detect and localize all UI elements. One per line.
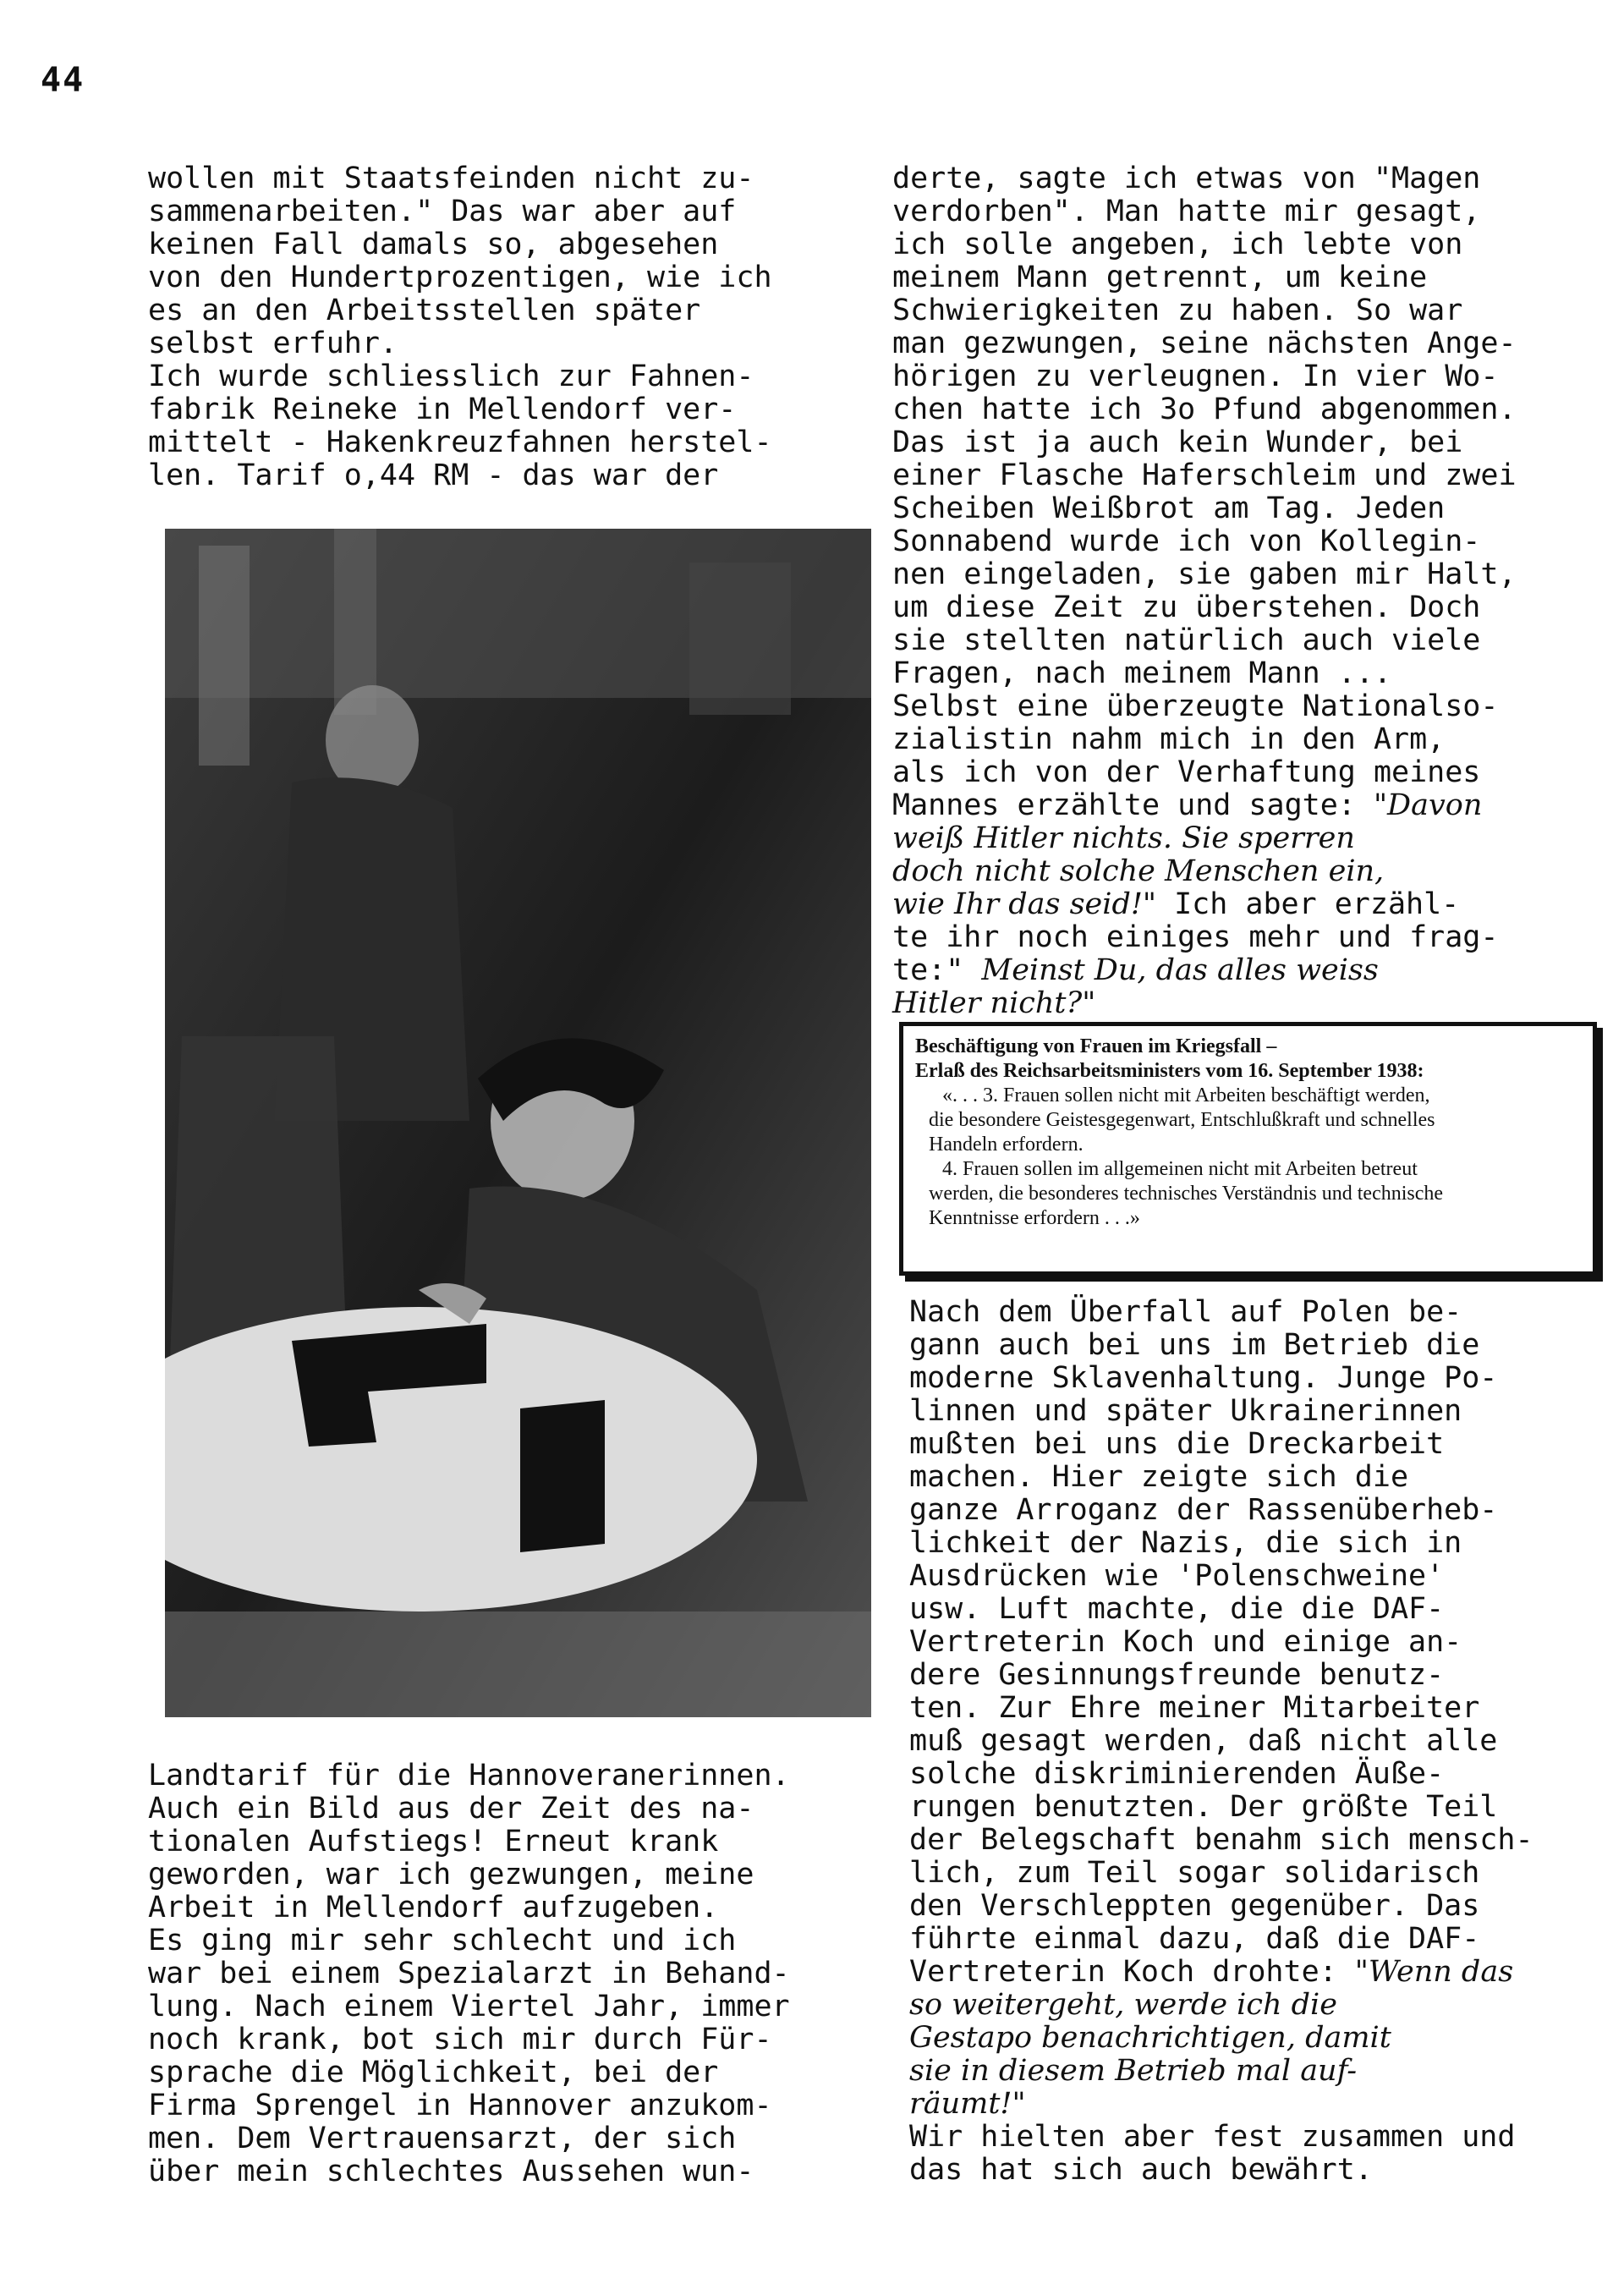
text-span: Mannes erzählte und sagte: [892, 788, 1374, 822]
text-line: muß gesagt werden, daß nicht alle [909, 1724, 1498, 1758]
quote-line [892, 888, 1594, 921]
text-line: um diese Zeit zu überstehen. Doch [892, 590, 1481, 624]
text-line: lung. Nach einem Viertel Jahr, immer [148, 1990, 790, 2023]
text-span: Ich aber erzähl- [1156, 887, 1460, 921]
quote-line [892, 954, 1594, 987]
quote-line: sie in diesem Betrieb mal auf- [909, 2054, 1358, 2088]
text-line: Ausdrücken wie 'Polenschweine' [909, 1559, 1445, 1593]
text-line: men. Dem Vertrauensarzt, der sich [148, 2122, 737, 2155]
text-line: das hat sich auch bewährt. [909, 2153, 1373, 2187]
text-line: ich solle angeben, ich lebte von [892, 228, 1463, 261]
historical-photo [165, 529, 871, 1717]
text-line: Vertreterin Koch und einige an- [909, 1625, 1462, 1659]
text-line: Arbeit in Mellendorf aufzugeben. [148, 1891, 719, 1924]
infobox-line: «. . . 3. Frauen sollen nicht mit Arbeiten beschäftigt werden, [942, 1084, 1430, 1106]
text-line: wollen mit Staatsfeinden nicht zu- [148, 162, 754, 195]
text-line: fabrik Reineke in Mellendorf ver- [148, 393, 737, 426]
text-line: Ich wurde schliesslich zur Fahnen- [148, 360, 754, 393]
text-line: Das ist ja auch kein Wunder, bei [892, 426, 1463, 459]
text-line: linnen und später Ukrainerinnen [909, 1394, 1462, 1428]
photo-illustration [165, 529, 871, 1717]
quote-line: doch nicht solche Menschen ein, [892, 854, 1385, 888]
left-column-bottom-text [148, 1760, 875, 2188]
text-span: te:" [892, 953, 982, 987]
text-line: von den Hundertprozentigen, wie ich [148, 261, 772, 294]
text-line: solche diskriminierenden Äuße- [909, 1757, 1445, 1791]
text-line: verdorben". Man hatte mir gesagt, [892, 195, 1481, 228]
text-line: war bei einem Spezialarzt in Behand- [148, 1957, 790, 1990]
quote-span: "Wenn das [1354, 1955, 1514, 1989]
text-line: noch krank, bot sich mir durch Für- [148, 2023, 772, 2056]
text-line: Selbst eine überzeugte Nationalso- [892, 689, 1499, 723]
quote-span: "Davon [1373, 788, 1483, 822]
text-line: Firma Sprengel in Hannover anzukom- [148, 2089, 772, 2122]
text-line: den Verschleppten gegenüber. Das [909, 1889, 1480, 1923]
text-line: es an den Arbeitsstellen später [148, 294, 701, 327]
text-line: te ihr noch einiges mehr und frag- [892, 920, 1499, 954]
infobox-line: Handeln erfordern. [929, 1134, 1084, 1156]
text-line: sprache die Möglichkeit, bei der [148, 2056, 719, 2089]
text-line: lich, zum Teil sogar solidarisch [909, 1856, 1480, 1890]
text-line: Nach dem Überfall auf Polen be- [909, 1295, 1462, 1329]
text-line: len. Tarif o,44 RM - das war der [148, 458, 719, 492]
text-line: sammenarbeiten." Das war aber auf [148, 195, 737, 228]
quote-line: räumt!" [909, 2087, 1026, 2121]
text-line: meinem Mann getrennt, um keine [892, 261, 1428, 294]
text-line: tionalen Aufstiegs! Erneut krank [148, 1825, 719, 1859]
text-line: als ich von der Verhaftung meines [892, 755, 1481, 789]
infobox-line: Kenntnisse erfordern . . .» [929, 1207, 1140, 1229]
text-line: nen eingeladen, sie gaben mir Halt, [892, 557, 1517, 591]
text-line: Landtarif für die Hannoveranerinnen. [148, 1759, 790, 1793]
decree-info-box [899, 1022, 1597, 1276]
text-line: selbst erfuhr. [148, 327, 398, 360]
page-number: 44 [41, 61, 85, 100]
text-line: mittelt - Hakenkreuzfahnen herstel- [148, 426, 772, 459]
infobox-heading: Erlaß des Reichsarbeitsministers vom 16. September 1938: [915, 1060, 1424, 1082]
text-line: man gezwungen, seine nächsten Ange- [892, 327, 1517, 360]
right-column-top-text [892, 162, 1594, 1020]
left-column-top-text [148, 162, 850, 492]
quote-line: Hitler nicht?" [892, 986, 1096, 1020]
quote-line [909, 1956, 1603, 1989]
text-line: mußten bei uns die Dreckarbeit [909, 1427, 1445, 1461]
text-line: usw. Luft machte, die die DAF- [909, 1592, 1445, 1626]
text-line: derte, sagte ich etwas von "Magen [892, 162, 1481, 195]
text-line: gann auch bei uns im Betrieb die [909, 1328, 1480, 1362]
quote-line: Gestapo benachrichtigen, damit [909, 2021, 1391, 2055]
quote-line: weiß Hitler nichts. Sie sperren [892, 821, 1355, 855]
text-line: chen hatte ich 3o Pfund abgenommen. [892, 393, 1517, 426]
text-line: Wir hielten aber fest zusammen und [909, 2120, 1516, 2154]
infobox-line: 4. Frauen sollen im allgemeinen nicht mit Arbeiten betreut [942, 1158, 1418, 1180]
infobox-heading: Beschäftigung von Frauen im Kriegsfall – [915, 1035, 1277, 1057]
right-column-bottom-text [909, 1296, 1603, 2187]
text-line: Es ging mir sehr schlecht und ich [148, 1924, 737, 1957]
text-line: über mein schlechtes Aussehen wun- [148, 2155, 754, 2188]
text-line: rungen benutzten. Der größte Teil [909, 1790, 1498, 1824]
text-line: ganze Arroganz der Rassenüberheb- [909, 1493, 1498, 1527]
quote-line: so weitergeht, werde ich die [909, 1988, 1337, 2022]
text-line: machen. Hier zeigte sich die [909, 1460, 1409, 1494]
text-line: lichkeit der Nazis, die sich in [909, 1526, 1462, 1560]
text-line: geworden, war ich gezwungen, meine [148, 1858, 754, 1891]
text-line: Auch ein Bild aus der Zeit des na- [148, 1792, 754, 1826]
text-line: der Belegschaft benahm sich mensch- [909, 1823, 1533, 1857]
text-line: moderne Sklavenhaltung. Junge Po- [909, 1361, 1498, 1395]
infobox-line: werden, die besonderes technisches Verständnis und technische [929, 1183, 1444, 1205]
quote-line [892, 789, 1594, 822]
text-line: sie stellten natürlich auch viele [892, 623, 1481, 657]
text-line: Schwierigkeiten zu haben. So war [892, 294, 1463, 327]
text-span: Vertreterin Koch drohte: [909, 1955, 1355, 1989]
text-line: dere Gesinnungsfreunde benutz- [909, 1658, 1445, 1692]
text-line: führte einmal dazu, daß die DAF- [909, 1922, 1480, 1956]
text-line: hörigen zu verleugnen. In vier Wo- [892, 360, 1499, 393]
text-line: Fragen, nach meinem Mann ... [892, 656, 1392, 690]
text-line: Scheiben Weißbrot am Tag. Jeden [892, 491, 1446, 525]
quote-span: Meinst Du, das alles weiss [981, 953, 1379, 987]
quote-span: wie Ihr das seid!" [892, 887, 1157, 921]
infobox-line: die besondere Geistesgegenwart, Entschlußkraft und schnelles [929, 1109, 1435, 1131]
text-line: ten. Zur Ehre meiner Mitarbeiter [909, 1691, 1480, 1725]
text-line: Sonnabend wurde ich von Kollegin- [892, 524, 1481, 558]
text-line: keinen Fall damals so, abgesehen [148, 228, 719, 261]
text-line: einer Flasche Haferschleim und zwei [892, 458, 1517, 492]
text-line: zialistin nahm mich in den Arm, [892, 722, 1446, 756]
